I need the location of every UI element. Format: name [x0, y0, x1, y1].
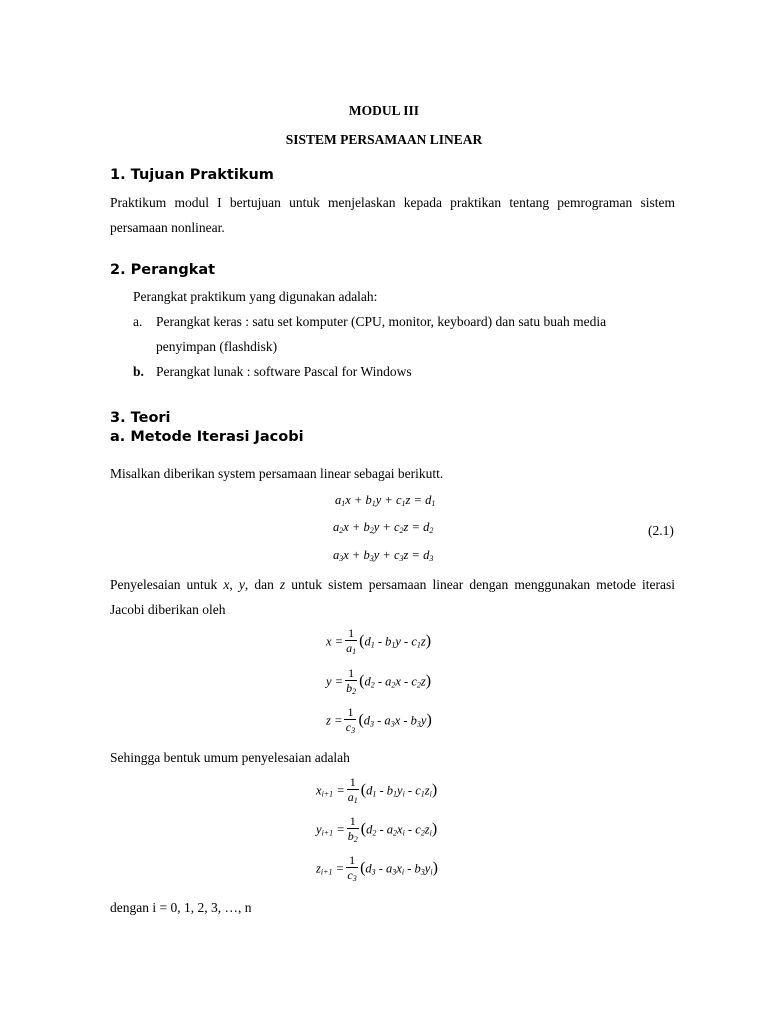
- section-2-heading: 2. Perangkat: [110, 262, 216, 278]
- jacobi-formula-x: x = $\frac{1}{a_1}$ $(d_1 - b_1y - c_1z)$: [326, 626, 432, 656]
- equation-1: $a_1x + b_1y + c_1z = d_1$: [335, 493, 436, 508]
- iteration-formula-x: $x_{i+1}$ = $\frac{1}{a_1}$ $(d_1 - b_1y_i - c_1z_i)$: [316, 775, 438, 805]
- jacobi-formula-y: y = $\frac{1}{b_2}$ $(d_2 - a_2x - c_2z)$: [326, 666, 432, 696]
- section-3-heading: 3. Teori: [110, 410, 171, 426]
- list-item-b-text: Perangkat lunak : software Pascal for Windows: [156, 364, 412, 379]
- equation-2: $a_2x + b_2y + c_2z = d_2$: [333, 520, 434, 535]
- list-item-a-text-cont: penyimpan (flashdisk): [156, 339, 278, 354]
- iteration-formula-z: $z_{i+1}$ = $\frac{1}{c_3}$ $(d_3 - a_3x_i - b_3y_i)$: [316, 853, 438, 883]
- equation-3: $a_3x + b_3y + c_3z = d_3$: [333, 548, 434, 563]
- section-1-paragraph: Praktikum modul I bertujuan untuk menjelaskan kepada praktikan tentang pemrograman sistem persamaan nonlinear.: [110, 195, 675, 235]
- module-subject: SISTEM PERSAMAAN LINEAR: [285, 132, 483, 147]
- theory-paragraph-3: Sehingga bentuk umum penyelesaian adalah: [110, 750, 350, 765]
- theory-paragraph-1: Misalkan diberikan system persamaan linear sebagai berikutt.: [110, 466, 444, 481]
- section-1-heading: 1. Tujuan Praktikum: [110, 167, 274, 183]
- list-item-b-marker: b.: [133, 364, 144, 379]
- section-2-intro: Perangkat praktikum yang digunakan adalah:: [133, 289, 378, 304]
- theory-paragraph-2: Penyelesaian untuk x, y, dan z untuk sistem persamaan linear dengan menggunakan metode iterasi Jacobi diberikan oleh: [110, 577, 676, 617]
- iteration-formula-y: $y_{i+1}$ = $\frac{1}{b_2}$ $(d_2 - a_2x_i - c_2z_i)$: [316, 814, 438, 844]
- list-item-a-marker: a.: [133, 314, 143, 329]
- theory-paragraph-4: dengan i = 0, 1, 2, 3, …, n: [110, 900, 252, 915]
- list-item-a-text: Perangkat keras : satu set komputer (CPU, monitor, keyboard) dan satu buah media: [156, 314, 607, 329]
- jacobi-formula-z: z = $\frac{1}{c_3}$ $(d_3 - a_3x - b_3y)$: [326, 705, 432, 735]
- module-title: MODUL III: [348, 103, 420, 118]
- equation-number: (2.1): [648, 523, 674, 538]
- section-3-subheading: a. Metode Iterasi Jacobi: [110, 429, 304, 445]
